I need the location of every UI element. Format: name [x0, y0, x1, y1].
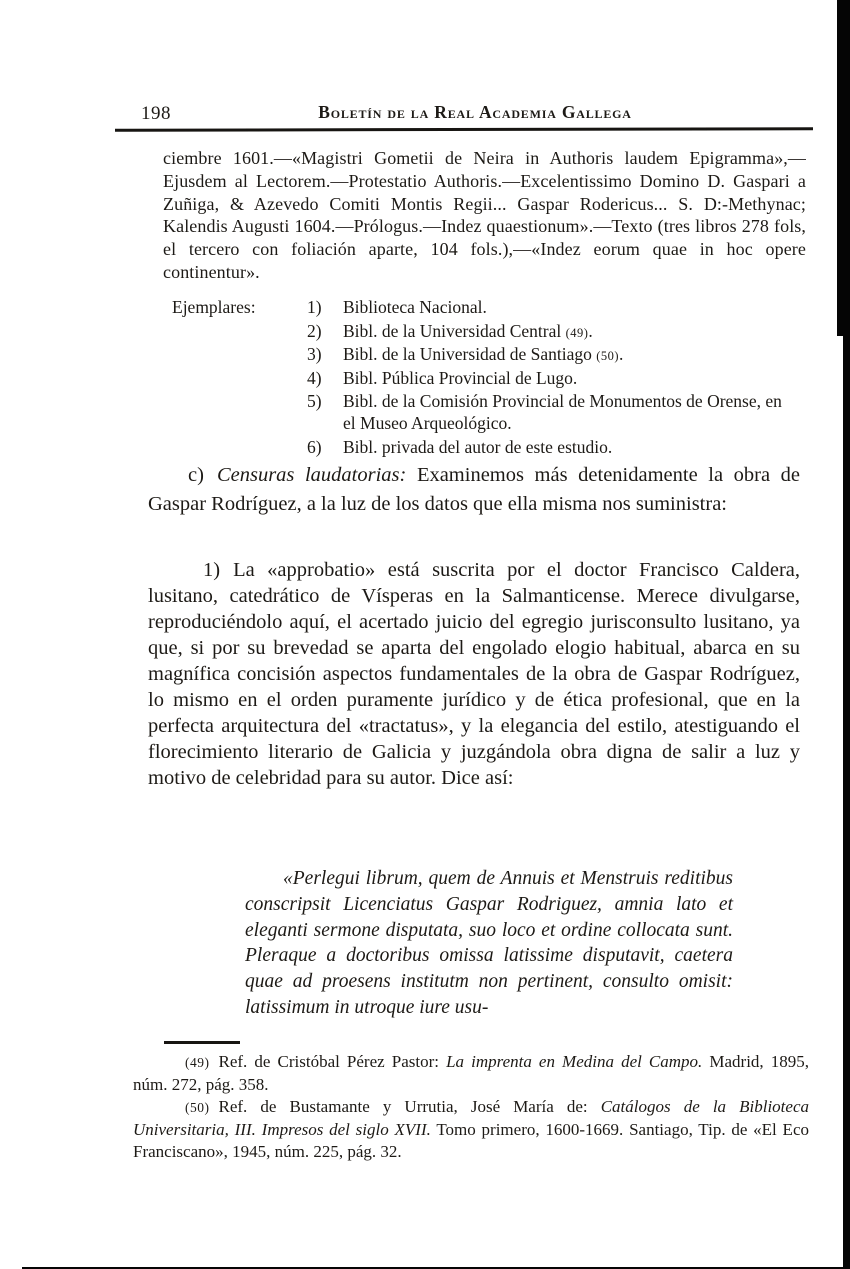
section-marker: c): [188, 464, 204, 486]
item-text: Bibl. de la Universidad de Santiago (50).: [343, 344, 624, 365]
paragraph-marker: 1): [203, 559, 221, 581]
bibliographic-description-paragraph: ciembre 1601.—«Magistri Gometii de Neira in Authoris laudem Epigramma»,—Ejusdem al Lectorem.—Protestatio Authoris.—Excelentissimo Domino D. Gaspari a Zuñiga, & Azevedo Comiti Montis Regii... Gaspar Rodericus... S. D:-Methynac; Kalendis Augusti 1604.—Prólogus.—Indez quaestionum».—Texto (tres libros 278 fols, el tercero con foliación aparte, 104 fols.),—«Indez eorum quae in hoc opere continentur».: [163, 148, 806, 282]
list-item: [172, 297, 808, 321]
section-body: Examinemos más detenidamente la obra de Gaspar Rodríguez, a la luz de los datos que ella misma nos suministra:: [148, 464, 801, 515]
footnote-reference: (49): [565, 325, 589, 340]
item-text: Bibl. de la Comisión Provincial de Monumentos de Orense, en el Museo Arqueológico.: [343, 391, 782, 433]
item-text: Bibl. privada del autor de este estudio.: [343, 436, 613, 457]
footnote-text: Tomo primero, 1600-1669. Santiago, Tip. de «El Eco Franciscano», 1945, núm. 225, pág. 32.: [133, 1120, 809, 1161]
footnote-49: [133, 1051, 809, 1096]
item-number: 2): [307, 320, 322, 341]
item-text: Bibl. Pública Provincial de Lugo.: [343, 367, 578, 388]
page-number: 198: [141, 103, 171, 124]
item-number: 1): [307, 297, 322, 317]
footnote-text: Ref. de Bustamante y Urrutia, José María de:: [218, 1097, 601, 1116]
item-number: 5): [307, 391, 322, 412]
section-title: Censuras laudatorias:: [216, 464, 417, 486]
item-text: Biblioteca Nacional.: [343, 297, 487, 317]
header-rule: [115, 127, 813, 131]
item-number: 6): [307, 436, 322, 457]
ejemplares-list: [172, 297, 808, 460]
footnote-marker: (49): [185, 1055, 210, 1070]
list-item: [172, 368, 808, 392]
footnote-work-title: Catálogos de la Biblioteca Universitaria, III. Impresos del siglo XVII.: [133, 1097, 809, 1139]
scan-artifact-right-bar: [837, 0, 850, 336]
journal-title: Boletín de la Real Academia Gallega: [318, 102, 632, 122]
paragraph-body: La «approbatio» está suscrita por el doctor Francisco Caldera, lusitano, catedrático de Vísperas en la Salmanticense. Merece divulgarse, reproduciéndolo aquí, el acertado juicio del egregio jurisconsulto lusitano, ya que, si por su brevedad se aparta del engolado elogio habitual, abarca en su magnífica concisión aspectos fundamentales de la obra de Gaspar Rodríguez, lo mismo en el orden puramente jurídico y de ética profesional, que en la perfecta arquitectura del «tractatus», y la elegancia del estilo, atestiguando el florecimiento literario de Galicia y juzgándola obra digna de salir a luz y motivo de celebridad para su autor. Dice así:: [148, 559, 800, 789]
footnote-rule: [164, 1041, 240, 1044]
list-item: [172, 437, 808, 461]
footnotes-section: [133, 1051, 809, 1163]
ejemplares-label: Ejemplares:: [172, 297, 256, 317]
footnote-work-title: La imprenta en Medina del Campo.: [446, 1052, 703, 1071]
paragraph-1: [148, 557, 800, 791]
item-text: Bibl. de la Universidad Central (49).: [343, 320, 593, 341]
footnote-text: Ref. de Cristóbal Pérez Pastor:: [218, 1052, 447, 1071]
footnote-reference: (50): [596, 349, 620, 364]
latin-quotation: «Perlegui librum, quem de Annuis et Menstruis reditibus conscripsit Licenciatus Gaspar Rodriguez, amnia lato et eleganti sermone disputata, suo loco et ordine collocata sunt. Pleraque a doctoribus omissa latissime disputavit, caetera quae ad proesens institutm non pertinent, consulto omisit: latissimum in utroque iure usu-: [245, 868, 733, 1018]
list-item: [172, 344, 808, 368]
footnote-50: [133, 1096, 809, 1163]
item-number: 3): [307, 344, 322, 365]
list-item: [172, 391, 808, 436]
scan-artifact-right-bar-narrow: [843, 336, 850, 1269]
item-number: 4): [307, 367, 322, 388]
list-item: [172, 321, 808, 345]
footnote-marker: (50): [185, 1100, 210, 1115]
footnote-text: Madrid, 1895, núm. 272, pág. 358.: [133, 1052, 810, 1094]
section-c-paragraph: [148, 461, 800, 518]
